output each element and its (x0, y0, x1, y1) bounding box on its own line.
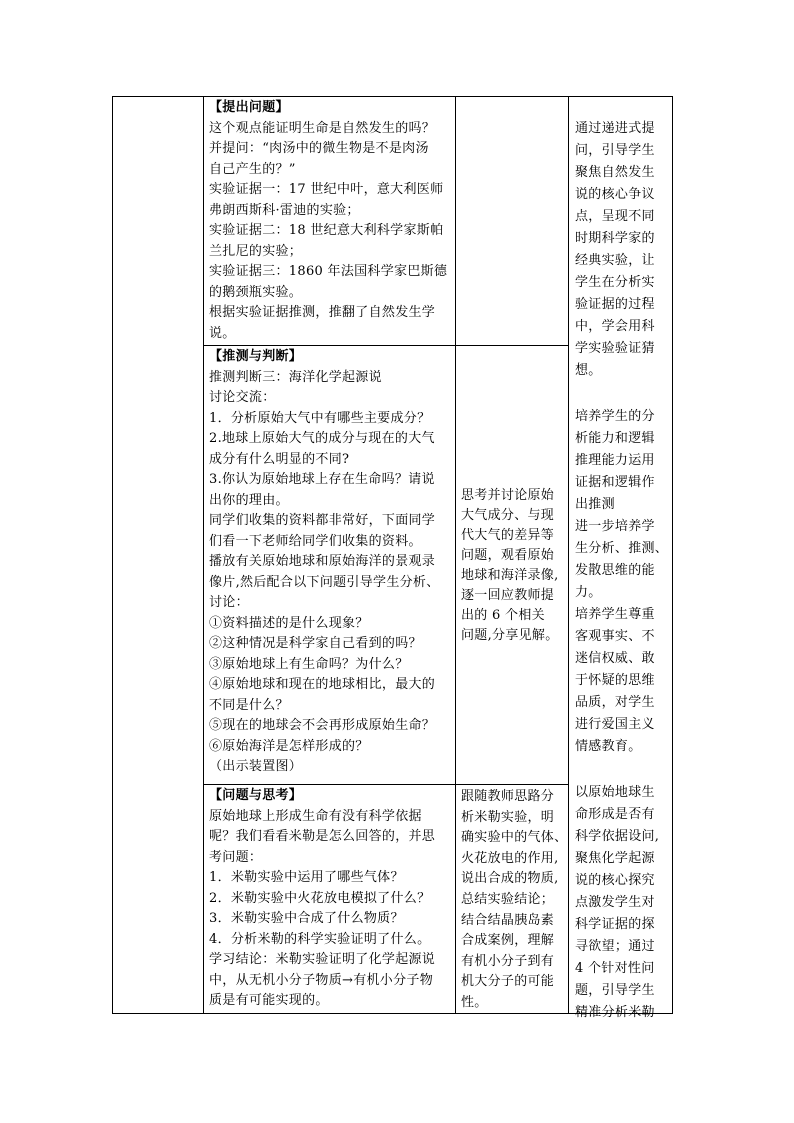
text-line: 聚焦自然发生 (575, 165, 655, 180)
text-line: 析能力和逻辑 (575, 431, 655, 446)
text-line: 问题，观看原始 (461, 548, 555, 563)
text-line: 学生在分析实 (575, 275, 655, 290)
text-line: 像片,然后配合以下问题引导学生分析、 (209, 574, 440, 590)
teacher-activity-questioning (209, 98, 453, 344)
text-line: 跟随教师思路分 (461, 789, 555, 804)
text-line: 通过递进式提 (575, 121, 655, 136)
text-line: 验证据的过程 (575, 297, 655, 312)
text-line: 实验证据一：17 世纪中叶，意大利医师 (209, 182, 444, 197)
text-line: 推理能力运用 (575, 453, 655, 468)
design-intent-3 (575, 782, 671, 1024)
text-line: 4 个针对性问 (575, 961, 655, 976)
text-line: 兰扎尼的实验； (209, 243, 303, 259)
text-line: 客观事实、不 (575, 629, 655, 644)
text-line: ⑥原始海洋是怎样形成的？ (209, 738, 369, 754)
text-line: 播放有关原始地球和原始海洋的景观录 (209, 554, 436, 569)
text-line: ③原始地球上有生命吗？为什么？ (209, 656, 409, 672)
text-line: 推测判断三：海洋化学起源说 (209, 369, 382, 385)
table-border-left (112, 96, 113, 1014)
text-line: 说。 (209, 325, 236, 341)
text-line: 火花放电的作用, (461, 850, 559, 866)
text-line: ②这种情况是科学家自己看到的吗？ (209, 636, 422, 651)
text-line: 代大气的差异等 (461, 528, 555, 543)
text-line: 呢？我们看看米勒是怎么回答的，并思 (209, 829, 436, 844)
text-line: 实验证据三：1860 年法国科学家巴斯德 (209, 264, 448, 279)
text-line: 科学依据设问, (575, 829, 660, 844)
column-divider-3 (568, 96, 569, 1014)
text-line: 思考并讨论原始 (461, 488, 555, 503)
text-line: 逐一回应教师提 (461, 588, 555, 603)
text-line: 考问题： (209, 849, 263, 865)
text-line: 学习结论：米勒实验证明了化学起源说 (209, 952, 436, 967)
text-line: 3.你认为原始地球上存在生命吗？请说 (209, 472, 435, 487)
text-line: 确实验中的气体、 (461, 830, 568, 846)
text-line: 经典实验，让 (575, 253, 655, 268)
text-line: 生分析、推测、 (575, 541, 669, 556)
text-line: 品质，对学生 (575, 695, 655, 710)
student-activity-miller (461, 787, 567, 1014)
text-line: 科学证据的探 (575, 917, 655, 932)
text-line: 于怀疑的思维 (575, 673, 655, 688)
text-line: 性。 (461, 994, 488, 1010)
text-line: 中，从无机小分子物质→有机小分子物 (209, 972, 433, 988)
text-line: 问，引导学生 (575, 143, 655, 158)
text-line: 情感教育。 (575, 739, 642, 754)
text-line: 成分有什么明显的不同? (209, 451, 350, 467)
text-line: 3．米勒实验中合成了什么物质？ (209, 911, 404, 926)
text-line: 点，呈现不同 (575, 209, 655, 224)
text-line: 进行爱国主义 (575, 717, 655, 732)
text-line: 证据和逻辑作 (575, 475, 655, 490)
text-line: 说出合成的物质, (461, 871, 559, 887)
text-line: ⑤现在的地球会不会再形成原始生命？ (209, 718, 436, 733)
text-line: 大气成分、与现 (461, 508, 555, 523)
text-line: 总结实验结论； (461, 891, 555, 907)
teacher-activity-miller (209, 786, 453, 1012)
text-line: 原始地球上形成生命有没有科学依据 (209, 808, 422, 824)
text-line: 说的核心争议 (575, 187, 655, 202)
text-line: 有机小分子到有 (461, 953, 555, 969)
text-line: （出示装置图） (209, 759, 303, 774)
text-line: 自己产生的？” (209, 161, 296, 177)
text-line: 说的核心探究 (575, 873, 655, 888)
design-intent-1 (575, 118, 671, 382)
text-line: 讨论交流： (209, 390, 276, 405)
text-line: 问题,分享见解。 (461, 628, 559, 643)
text-line: 4．分析米勒的科学实验证明了什么。 (209, 931, 431, 947)
text-line: 力。 (575, 585, 602, 600)
text-line: 题，引导学生 (575, 983, 655, 998)
text-line: 地球和海洋录像, (461, 568, 559, 583)
text-line: 培养学生的分 (575, 409, 655, 424)
column-divider-1 (203, 96, 204, 1014)
text-line: 出的 6 个相关 (461, 608, 545, 623)
text-line: 析米勒实验，明 (461, 809, 555, 825)
text-line: 培养学生尊重 (575, 607, 655, 622)
row-divider-1 (203, 345, 569, 346)
text-line: 中，学会用科 (575, 319, 655, 334)
text-line: 质是有可能实现的。 (209, 993, 329, 1008)
text-line: 机大分子的可能 (461, 974, 555, 990)
teacher-activity-inference (209, 347, 453, 778)
text-line: 这个观点能证明生命是自然发生的吗？ (209, 120, 436, 136)
text-line: 弗朗西斯科·雷迪的实验； (209, 202, 360, 218)
design-intent-2 (575, 406, 671, 758)
text-line: 聚焦化学起源 (575, 851, 655, 866)
section-heading: 【提出问题】 (209, 100, 289, 115)
table-border-right (672, 96, 673, 1014)
text-line: 结合结晶胰岛素 (461, 912, 555, 928)
text-line: 并提问：“肉汤中的微生物是不是肉汤 (209, 141, 429, 156)
text-line: 实验证据二：18 世纪意大利科学家斯帕 (209, 223, 444, 238)
text-line: 同学们收集的资料都非常好，下面同学 (209, 513, 436, 528)
text-line: 精准分析米勒 (575, 1005, 655, 1020)
text-line: 想。 (575, 363, 602, 378)
text-line: 进一步培养学 (575, 519, 655, 534)
student-activity-inference (461, 486, 567, 646)
text-line: 2.地球上原始大气的成分与现在的大气 (209, 431, 435, 446)
text-line: 的鹅颈瓶实验。 (209, 284, 303, 300)
section-heading: 【推测与判断】 (209, 349, 303, 364)
text-line: 点激发学生对 (575, 895, 655, 910)
text-line: 学实验验证猜 (575, 341, 655, 356)
text-line: 以原始地球生 (575, 785, 655, 800)
text-line: 2．米勒实验中火花放电模拟了什么？ (209, 890, 431, 906)
text-line: 们看一下老师给同学们收集的资料。 (209, 533, 422, 549)
text-line: 时期科学家的 (575, 231, 655, 246)
table-border-top (112, 96, 673, 97)
text-line: 讨论： (209, 595, 249, 610)
text-line: 命形成是否有 (575, 807, 655, 822)
text-line: 寻欲望；通过 (575, 939, 655, 954)
text-line: 根据实验证据推测，推翻了自然发生学 (209, 305, 436, 320)
text-line: 发散思维的能 (575, 563, 655, 578)
text-line: 1．米勒实验中运用了哪些气体？ (209, 870, 404, 885)
text-line: 出你的理由。 (209, 492, 289, 508)
text-line: 1．分析原始大气中有哪些主要成分？ (209, 410, 431, 426)
column-divider-2 (455, 96, 456, 1014)
text-line: ④原始地球和现在的地球相比，最大的 (209, 677, 436, 692)
section-heading: 【问题与思考】 (209, 788, 303, 803)
text-line: 不同是什么？ (209, 697, 289, 713)
text-line: 出推测 (575, 497, 615, 512)
row-divider-2 (203, 784, 569, 785)
text-line: 合成案例，理解 (461, 933, 555, 949)
text-line: 迷信权威、敢 (575, 651, 655, 666)
text-line: ①资料描述的是什么现象？ (209, 615, 369, 631)
